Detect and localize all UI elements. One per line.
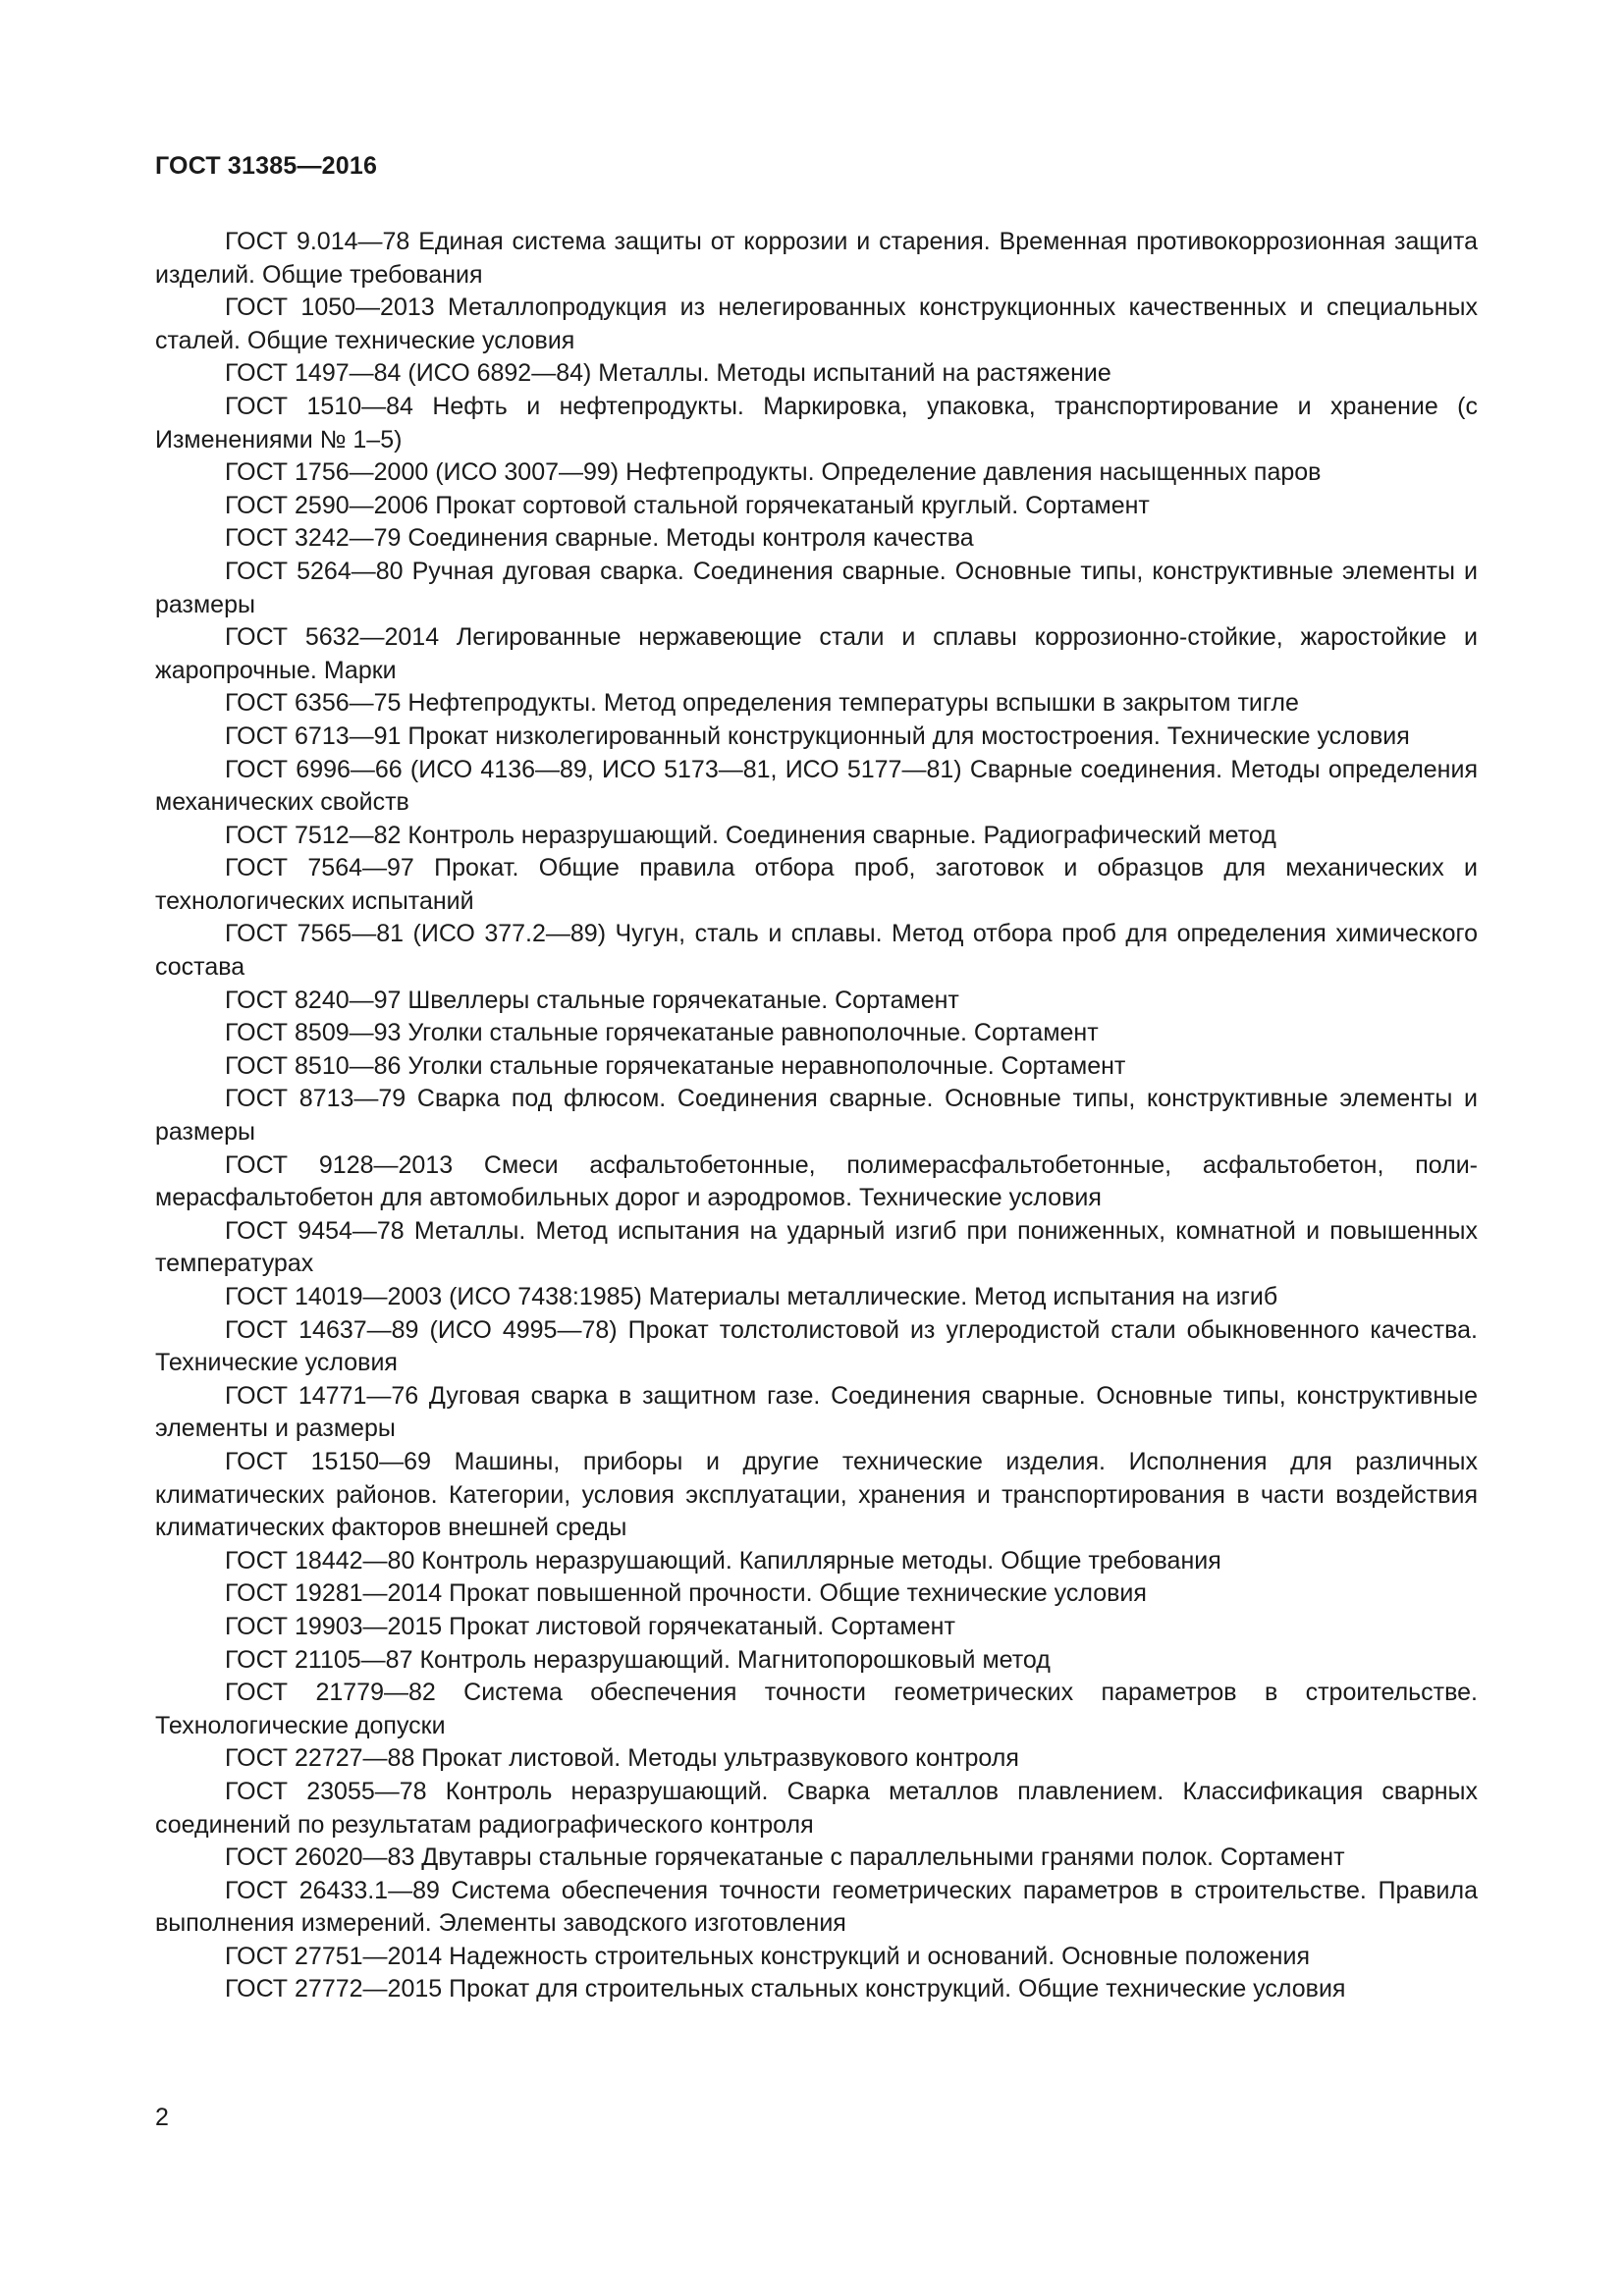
reference-item: ГОСТ 23055—78 Контроль неразрушающий. Сварка металлов плавлением. Классификация сварных соединений по результатам радиографического контроля <box>155 1777 1478 1839</box>
reference-item: ГОСТ 9128—2013 Смеси асфальтобетонные, полимерасфальтобетонные, асфальтобетон, полимерасфальтобетон для автомобильных дорог и аэродромов. Технические условия <box>155 1150 1478 1212</box>
reference-item: ГОСТ 21105—87 Контроль неразрушающий. Магнитопорошковый метод <box>225 1645 1051 1674</box>
reference-item: ГОСТ 7512—82 Контроль неразрушающий. Соединения сварные. Радиографический метод <box>225 821 1276 849</box>
reference-item: ГОСТ 6356—75 Нефтепродукты. Метод определения температуры вспышки в закрытом тигле <box>225 689 1299 718</box>
reference-item: ГОСТ 22727—88 Прокат листовой. Методы ультразвукового контроля <box>225 1744 1019 1773</box>
reference-item: ГОСТ 27772—2015 Прокат для строительных стальных конструкций. Общие технические условия <box>225 1975 1346 2003</box>
reference-item: ГОСТ 26433.1—89 Система обеспечения точности геометрических параметров в строительстве. Правила выполнения измерений. Элементы заводского изготовления <box>155 1876 1478 1938</box>
reference-item: ГОСТ 6996—66 (ИСО 4136—89, ИСО 5173—81, ИСО 5177—81) Сварные соединения. Методы определения механических свойств <box>155 755 1478 817</box>
reference-item: ГОСТ 26020—83 Двутавры стальные горячекатаные с параллельными гранями полок. Сортамент <box>225 1843 1345 1872</box>
reference-item: ГОСТ 3242—79 Соединения сварные. Методы контроля качества <box>225 524 974 553</box>
reference-item: ГОСТ 8240—97 Швеллеры стальные горячекатаные. Сортамент <box>225 986 959 1014</box>
reference-item: ГОСТ 14637—89 (ИСО 4995—78) Прокат толстолистовой из углеродистой стали обыкновенного качества. Технические условия <box>155 1315 1478 1377</box>
reference-item: ГОСТ 7564—97 Прокат. Общие правила отбора проб, заготовок и образцов для механических и технологических испытаний <box>155 854 1478 915</box>
reference-item: ГОСТ 1510—84 Нефть и нефтепродукты. Маркировка, упаковка, транспортирование и хранение (с Изменениями № 1–5) <box>155 392 1478 454</box>
reference-item: ГОСТ 8713—79 Сварка под флюсом. Соединения сварные. Основные типы, конструктивные элементы и размеры <box>155 1085 1478 1147</box>
reference-item: ГОСТ 5264—80 Ручная дуговая сварка. Соединения сварные. Основные типы, конструктивные элементы и размеры <box>155 557 1478 618</box>
reference-item: ГОСТ 14019—2003 (ИСО 7438:1985) Материалы металлические. Метод испытания на изгиб <box>225 1283 1278 1310</box>
reference-item: ГОСТ 2590—2006 Прокат сортовой стальной горячекатаный круглый. Сортамент <box>225 491 1150 519</box>
reference-item: ГОСТ 8510—86 Уголки стальные горячекатаные неравнополочные. Сортамент <box>225 1051 1126 1080</box>
reference-item: ГОСТ 27751—2014 Надежность строительных конструкций и оснований. Основные положения <box>225 1942 1310 1970</box>
page-number: 2 <box>155 2104 169 2131</box>
reference-item: ГОСТ 19903—2015 Прокат листовой горячекатаный. Сортамент <box>225 1612 955 1640</box>
reference-item: ГОСТ 1050—2013 Металлопродукция из нелегированных конструкционных качественных и специальных сталей. Общие технические условия <box>155 294 1478 354</box>
reference-item: ГОСТ 14771—76 Дуговая сварка в защитном газе. Соединения сварные. Основные типы, конструктивные элементы и размеры <box>155 1381 1478 1443</box>
reference-item: ГОСТ 9.014—78 Единая система защиты от коррозии и старения. Временная противокоррозионная защита изделий. Общие требования <box>155 228 1478 289</box>
normative-references-list <box>155 226 1478 2006</box>
reference-item: ГОСТ 6713—91 Прокат низколегированный конструкционный для мостостроения. Технические условия <box>225 721 1410 750</box>
reference-item: ГОСТ 21779—82 Система обеспечения точности геометрических параметров в строительстве. Технологические допуски <box>155 1679 1478 1739</box>
reference-item: ГОСТ 19281—2014 Прокат повышенной прочности. Общие технические условия <box>225 1579 1147 1608</box>
reference-item: ГОСТ 7565—81 (ИСО 377.2—89) Чугун, сталь и сплавы. Метод отбора проб для определения химического состава <box>155 920 1478 982</box>
reference-item: ГОСТ 1756—2000 (ИСО 3007—99) Нефтепродукты. Определение давления насыщенных паров <box>225 458 1322 487</box>
reference-item: ГОСТ 1497—84 (ИСО 6892—84) Металлы. Методы испытаний на растяжение <box>225 359 1111 388</box>
reference-item: ГОСТ 9454—78 Металлы. Метод испытания на ударный изгиб при пониженных, комнатной и повышенных температурах <box>155 1216 1478 1278</box>
reference-item: ГОСТ 5632—2014 Легированные нержавеющие стали и сплавы коррозионно-стойкие, жаростойкие и жаропрочные. Марки <box>155 623 1478 684</box>
reference-item: ГОСТ 8509—93 Уголки стальные горячекатаные равнополочные. Сортамент <box>225 1019 1099 1047</box>
reference-item: ГОСТ 15150—69 Машины, приборы и другие технические изделия. Исполнения для различных климатических районов. Категории, условия эксплуатации, хранения и транспортирования в части воздействия климатических факторов внешней среды <box>155 1447 1478 1542</box>
reference-item: ГОСТ 18442—80 Контроль неразрушающий. Капиллярные методы. Общие требования <box>225 1546 1221 1575</box>
document-header: ГОСТ 31385—2016 <box>155 152 378 180</box>
